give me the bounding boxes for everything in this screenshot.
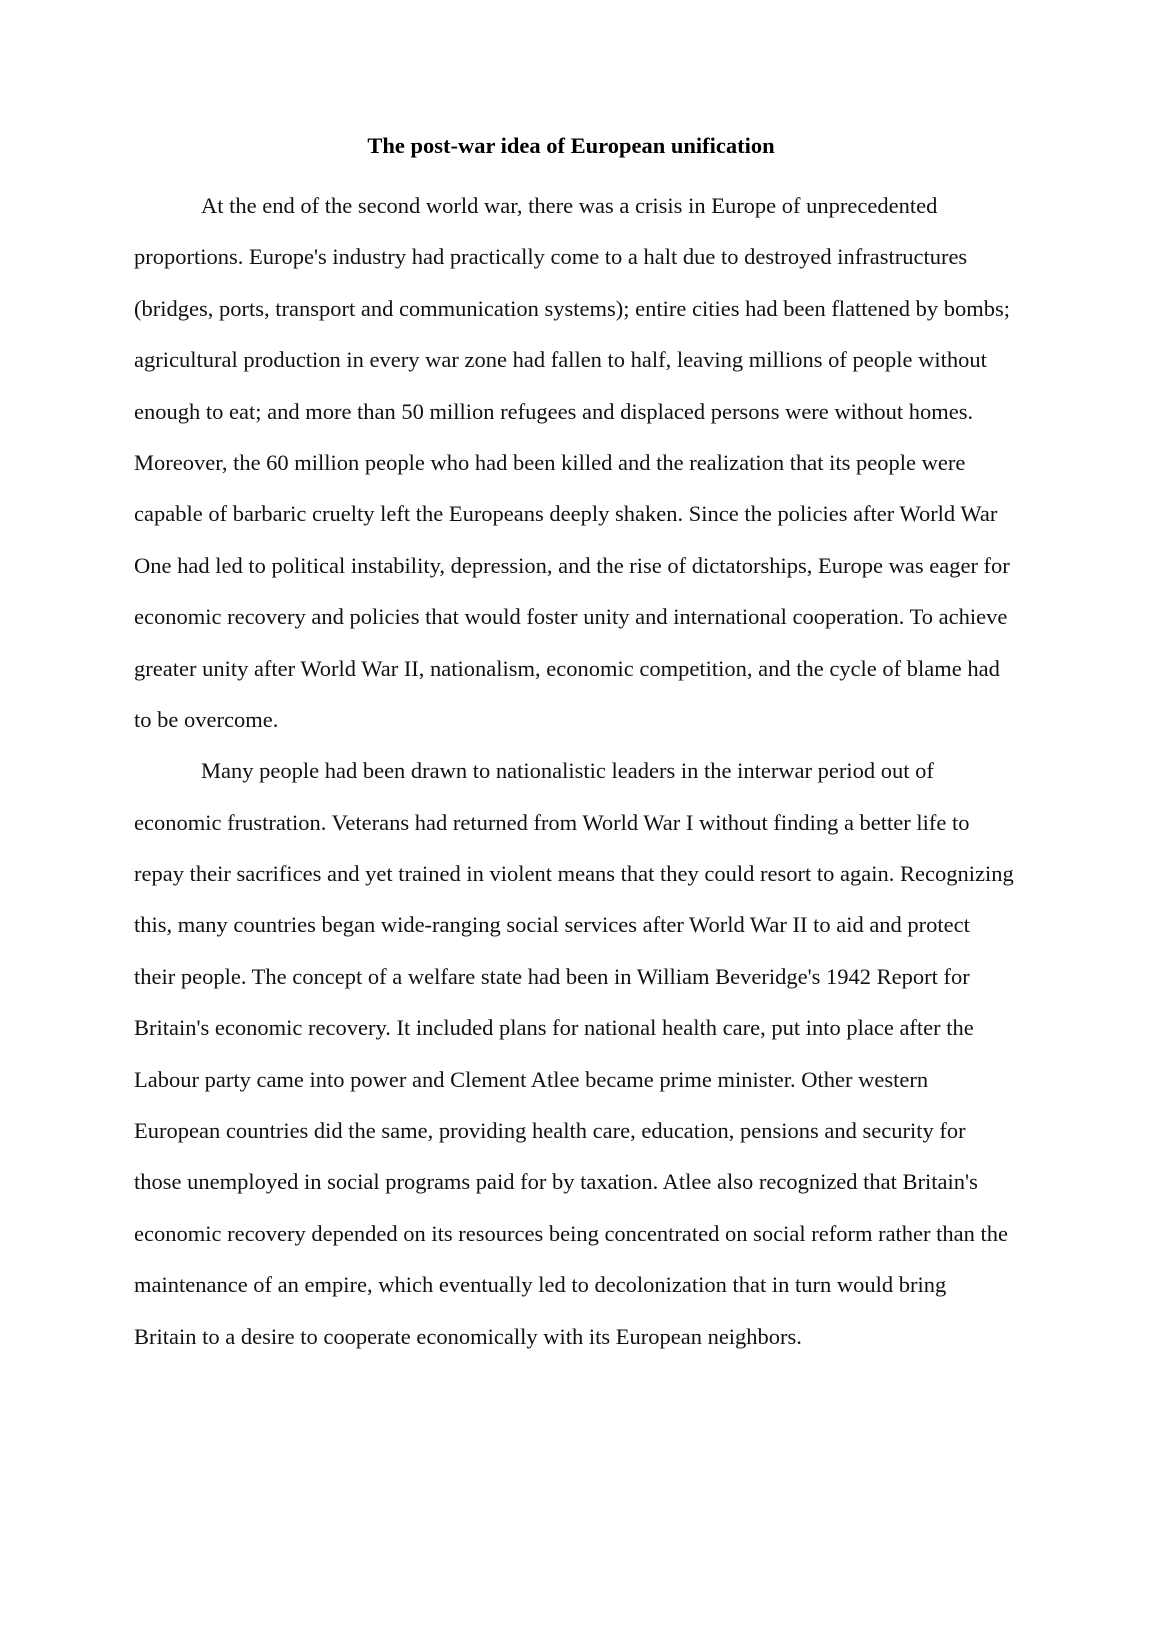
paragraph-line: their people. The concept of a welfare state had been in William Beveridge's 1942 Report for xyxy=(134,963,970,989)
paragraph-line: greater unity after World War II, nationalism, economic competition, and the cycle of blame had xyxy=(134,655,1000,681)
paragraph-line: agricultural production in every war zone had fallen to half, leaving millions of people without xyxy=(134,347,987,373)
paragraph-line: Moreover, the 60 million people who had been killed and the realization that its people were xyxy=(134,449,966,475)
paragraph-line: maintenance of an empire, which eventually led to decolonization that in turn would bring xyxy=(134,1272,947,1298)
paragraph-line: to be overcome. xyxy=(134,706,279,732)
paragraph-line: European countries did the same, providing health care, education, pensions and security for xyxy=(134,1118,966,1144)
paragraph xyxy=(134,745,1034,1362)
paragraph-line: those unemployed in social programs paid for by taxation. Atlee also recognized that Britain's xyxy=(134,1169,978,1195)
paragraph-line: (bridges, ports, transport and communication systems); entire cities had been flattened by bombs; xyxy=(134,295,1011,321)
paragraph-line: At the end of the second world war, there was a crisis in Europe of unprecedented xyxy=(201,193,938,218)
paragraph-line: economic recovery depended on its resources being concentrated on social reform rather than the xyxy=(134,1220,1009,1246)
paragraph-line: proportions. Europe's industry had practically come to a halt due to destroyed infrastructures xyxy=(134,244,968,270)
paragraph-line: repay their sacrifices and yet trained in violent means that they could resort to again. Recognizing xyxy=(134,861,1014,887)
paragraph-line: Many people had been drawn to nationalistic leaders in the interwar period out of xyxy=(201,758,934,784)
paragraph-line: One had led to political instability, depression, and the rise of dictatorships, Europe was eager for xyxy=(134,552,1010,578)
paragraph-line: Labour party came into power and Clement Atlee became prime minister. Other western xyxy=(134,1066,929,1092)
paragraph-line: enough to eat; and more than 50 million refugees and displaced persons were without homes. xyxy=(134,398,974,424)
paragraph xyxy=(134,180,1034,745)
document-body xyxy=(134,180,1034,1362)
paragraph-line: capable of barbaric cruelty left the Europeans deeply shaken. Since the policies after World War xyxy=(134,501,998,527)
paragraph-line: economic recovery and policies that would foster unity and international cooperation. To achieve xyxy=(134,604,1008,630)
paragraph-line: this, many countries began wide-ranging social services after World War II to aid and protect xyxy=(134,912,970,938)
document-title: The post-war idea of European unification xyxy=(367,133,775,158)
paragraph-line: economic frustration. Veterans had returned from World War I without finding a better life to xyxy=(134,809,970,835)
paragraph-line: Britain to a desire to cooperate economically with its European neighbors. xyxy=(134,1323,802,1349)
paragraph-line: Britain's economic recovery. It included plans for national health care, put into place after the xyxy=(134,1015,974,1041)
